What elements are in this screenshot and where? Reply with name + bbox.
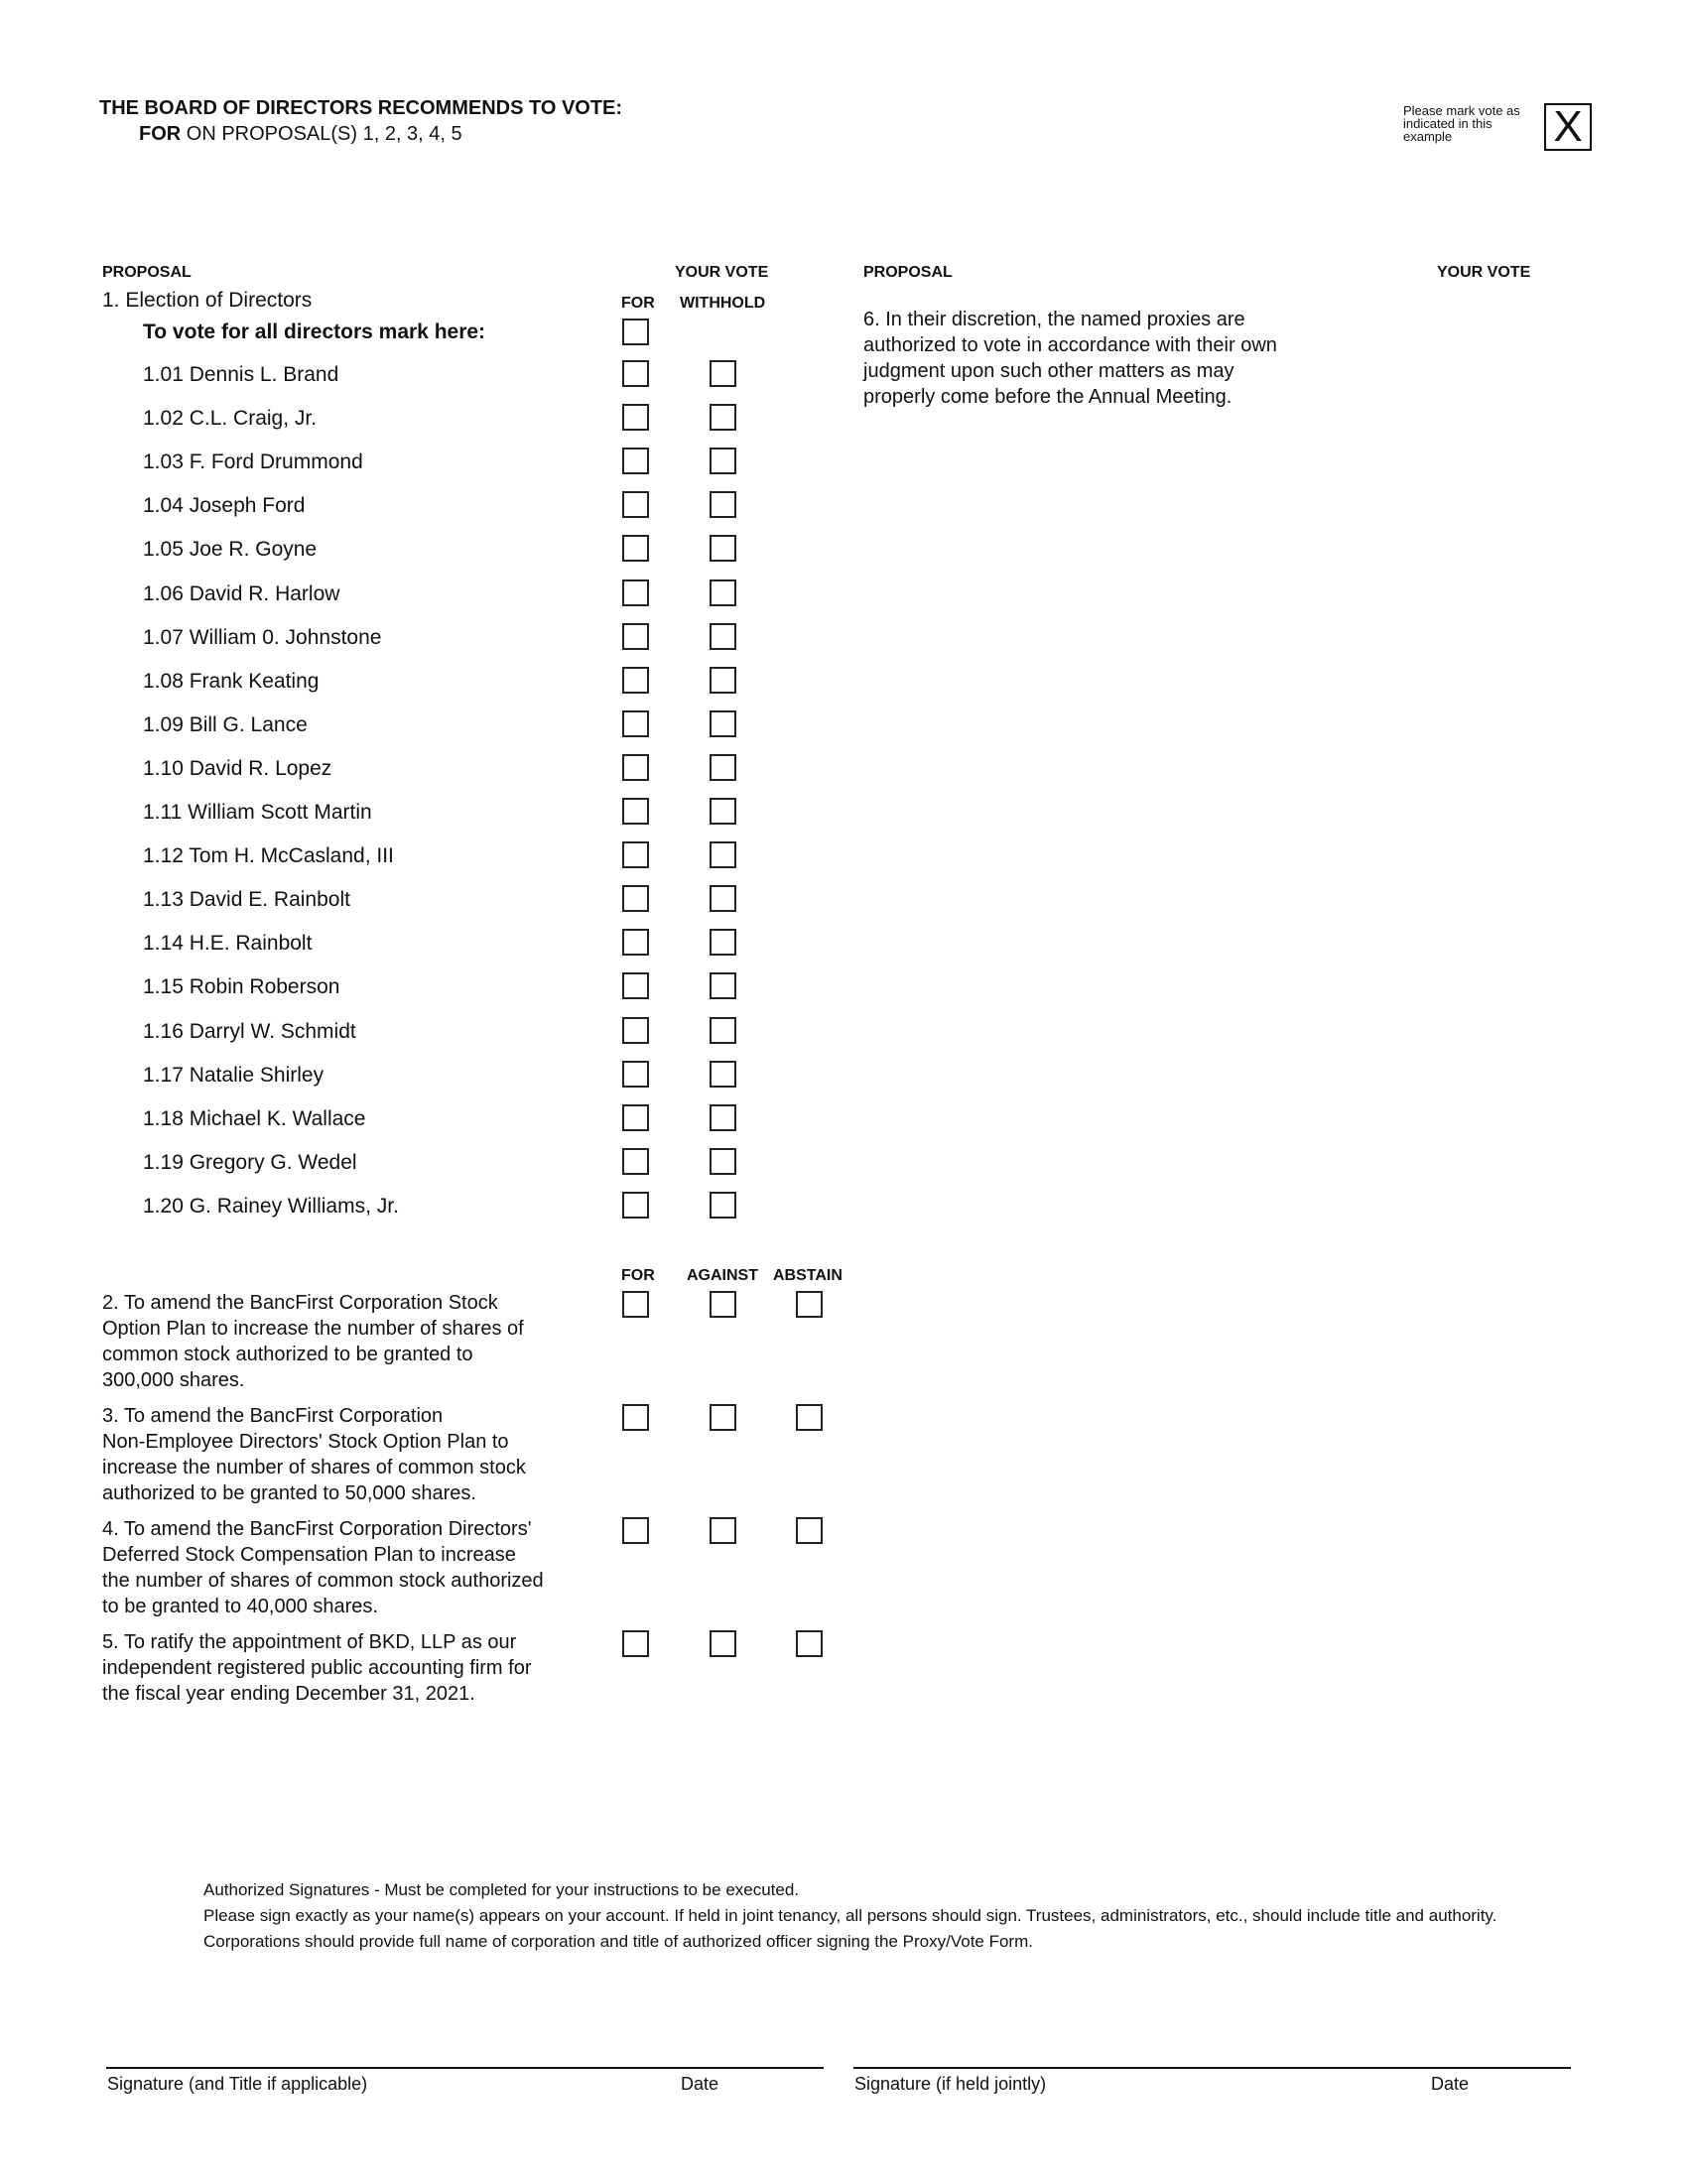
signature-label-joint: Signature (if held jointly) [854,2074,1047,2094]
director-name: 1.03 F. Ford Drummond [143,450,363,474]
signature-label-primary: Signature (and Title if applicable) [107,2074,368,2094]
proposal-text-line: 2. To amend the BancFirst Corporation Stock [102,1292,498,1314]
proposal-4-for-checkbox[interactable] [622,1517,649,1544]
director-name: 1.05 Joe R. Goyne [143,538,318,562]
abstain-column-header: ABSTAIN [773,1267,843,1284]
signature-line-primary[interactable] [106,2067,824,2069]
recommendation-proposals: ON PROPOSAL(S) 1, 2, 3, 4, 5 [181,123,462,145]
proposal-5-against-checkbox[interactable] [710,1630,736,1657]
against-column-header: AGAINST [687,1267,758,1284]
for-column-header-2: FOR [621,1267,655,1284]
director-name: 1.01 Dennis L. Brand [143,363,339,386]
proposal-4-abstain-checkbox[interactable] [796,1517,823,1544]
proposal-text-line: 300,000 shares. [102,1369,245,1391]
proposal-3-text [102,1403,526,1506]
director-withhold-checkbox[interactable] [710,579,736,606]
example-mark-box: X [1544,103,1592,151]
proposal-5-for-checkbox[interactable] [622,1630,649,1657]
board-recommendation-subtitle [139,123,462,146]
director-for-checkbox[interactable] [622,404,649,431]
proposal-3-abstain-checkbox[interactable] [796,1404,823,1431]
board-recommendation-title: THE BOARD OF DIRECTORS RECOMMENDS TO VOTE: [99,97,623,119]
proposal-text-line: Deferred Stock Compensation Plan to increase [102,1544,516,1566]
proposal-4-against-checkbox[interactable] [710,1517,736,1544]
proposal-5-text [102,1629,531,1707]
director-withhold-checkbox[interactable] [710,1061,736,1088]
proposal-text-line: 4. To amend the BancFirst Corporation Directors' [102,1518,532,1540]
director-for-checkbox[interactable] [622,667,649,694]
proposal-4-text [102,1516,544,1619]
proposal-text-line: increase the number of shares of common stock [102,1457,526,1478]
proposal-text-line: authorized to be granted to 50,000 shares. [102,1482,476,1504]
director-name: 1.13 David E. Rainbolt [143,888,350,912]
director-for-checkbox[interactable] [622,1017,649,1044]
proposal-6-line: judgment upon such other matters as may [863,360,1234,382]
signature-instructions [203,1877,1533,1955]
director-name: 1.07 William 0. Johnstone [143,625,382,649]
director-withhold-checkbox[interactable] [710,798,736,825]
director-for-checkbox[interactable] [622,1148,649,1175]
director-name: 1.10 David R. Lopez [143,756,332,780]
director-withhold-checkbox[interactable] [710,448,736,474]
director-withhold-checkbox[interactable] [710,1192,736,1219]
director-withhold-checkbox[interactable] [710,667,736,694]
director-for-checkbox[interactable] [622,491,649,518]
director-withhold-checkbox[interactable] [710,404,736,431]
director-name: 1.20 G. Rainey Williams, Jr. [143,1194,399,1218]
director-withhold-checkbox[interactable] [710,535,736,562]
director-name: 1.14 H.E. Rainbolt [143,932,313,956]
director-for-checkbox[interactable] [622,535,649,562]
director-name: 1.08 Frank Keating [143,669,320,693]
date-label-primary: Date [681,2074,719,2094]
your-vote-column-header-right: YOUR VOTE [1437,264,1531,281]
director-withhold-checkbox[interactable] [710,754,736,781]
date-label-joint: Date [1431,2074,1470,2094]
proposal-column-header: PROPOSAL [102,264,192,281]
director-name: 1.04 Joseph Ford [143,494,306,518]
director-name: 1.15 Robin Roberson [143,975,340,999]
director-for-checkbox[interactable] [622,929,649,956]
director-for-checkbox[interactable] [622,710,649,737]
example-instruction: Please mark vote as indicated in this example [1403,103,1520,144]
proposal-text-line: independent registered public accounting firm for [102,1657,532,1679]
director-for-checkbox[interactable] [622,885,649,912]
director-for-checkbox[interactable] [622,972,649,999]
proposal-6-text [863,307,1277,410]
director-for-checkbox[interactable] [622,360,649,387]
signature-line-joint[interactable] [853,2067,1571,2069]
director-withhold-checkbox[interactable] [710,1104,736,1131]
director-name: 1.19 Gregory G. Wedel [143,1150,357,1174]
withhold-column-header: WITHHOLD [680,295,766,312]
proposal-2-against-checkbox[interactable] [710,1291,736,1318]
proposal-2-text [102,1290,524,1393]
your-vote-column-header: YOUR VOTE [675,264,769,281]
director-for-checkbox[interactable] [622,1104,649,1131]
proposal-text-line: 3. To amend the BancFirst Corporation [102,1405,444,1427]
director-withhold-checkbox[interactable] [710,972,736,999]
director-for-checkbox[interactable] [622,623,649,650]
proposal-2-abstain-checkbox[interactable] [796,1291,823,1318]
proposal-6-line: authorized to vote in accordance with their own [863,334,1277,356]
director-for-checkbox[interactable] [622,798,649,825]
director-name: 1.09 Bill G. Lance [143,712,308,736]
signature-note-heading: Authorized Signatures - Must be completed for your instructions to be executed. [203,1880,800,1899]
proposal-text-line: the number of shares of common stock authorized [102,1570,544,1592]
director-for-checkbox[interactable] [622,579,649,606]
proposal-text-line: Non-Employee Directors' Stock Option Plan to [102,1431,509,1453]
proposal-column-header-right: PROPOSAL [863,264,953,281]
director-for-checkbox[interactable] [622,754,649,781]
director-for-checkbox[interactable] [622,1061,649,1088]
proposal-6-line: properly come before the Annual Meeting. [863,386,1233,408]
recommendation-for: FOR [139,123,182,145]
proposal-6-line: 6. In their discretion, the named proxies are [863,309,1245,330]
vote-all-directors-label: To vote for all directors mark here: [143,321,486,343]
director-name: 1.12 Tom H. McCasland, III [143,844,394,868]
proposal-5-abstain-checkbox[interactable] [796,1630,823,1657]
director-withhold-checkbox[interactable] [710,841,736,868]
proposal-text-line: to be granted to 40,000 shares. [102,1596,378,1617]
director-withhold-checkbox[interactable] [710,1148,736,1175]
for-column-header: FOR [621,295,655,312]
director-for-checkbox[interactable] [622,1192,649,1219]
director-name: 1.06 David R. Harlow [143,581,340,605]
proposal-3-for-checkbox[interactable] [622,1404,649,1431]
proposal-text-line: common stock authorized to be granted to [102,1344,473,1365]
director-withhold-checkbox[interactable] [710,623,736,650]
director-name: 1.18 Michael K. Wallace [143,1106,366,1130]
director-name: 1.16 Darryl W. Schmidt [143,1019,356,1043]
director-withhold-checkbox[interactable] [710,885,736,912]
director-name: 1.11 William Scott Martin [143,801,372,824]
proposal-2-for-checkbox[interactable] [622,1291,649,1318]
proposal-1-title: 1. Election of Directors [102,289,313,312]
director-withhold-checkbox[interactable] [710,1017,736,1044]
director-withhold-checkbox[interactable] [710,929,736,956]
director-for-checkbox[interactable] [622,448,649,474]
proposal-3-against-checkbox[interactable] [710,1404,736,1431]
director-withhold-checkbox[interactable] [710,710,736,737]
vote-all-directors-checkbox[interactable] [622,319,649,345]
director-for-checkbox[interactable] [622,841,649,868]
director-name: 1.02 C.L. Craig, Jr. [143,407,318,431]
proposal-text-line: Option Plan to increase the number of shares of [102,1318,524,1340]
director-withhold-checkbox[interactable] [710,360,736,387]
director-name: 1.17 Natalie Shirley [143,1063,325,1087]
proposal-text-line: the fiscal year ending December 31, 2021. [102,1683,475,1705]
director-withhold-checkbox[interactable] [710,491,736,518]
proposal-text-line: 5. To ratify the appointment of BKD, LLP as our [102,1631,517,1653]
signature-note-body: Please sign exactly as your name(s) appears on your account. If held in joint tenancy, all persons should sign. Trustees, administrators, etc., should include title and authority. Corporations should provide full name of corporation and title of authorized officer signing the Proxy/Vote Form. [203,1906,1497,1951]
